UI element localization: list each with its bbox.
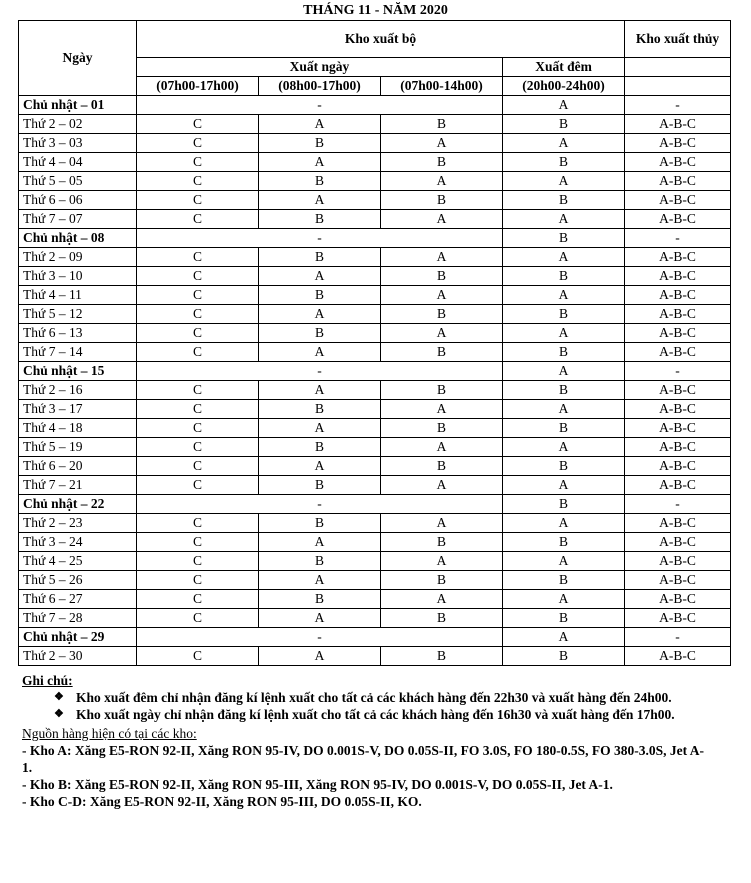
xuat-dem-cell: B bbox=[503, 381, 625, 400]
kho-cell-2: A bbox=[259, 191, 381, 210]
kho-cell-3: B bbox=[381, 343, 503, 362]
day-cell: Thứ 4 – 25 bbox=[19, 552, 137, 571]
kho-cell-3: A bbox=[381, 552, 503, 571]
xuat-dem-cell: B bbox=[503, 647, 625, 666]
closed-cell: - bbox=[137, 495, 503, 514]
kho-cell-2: B bbox=[259, 210, 381, 229]
xuat-dem-cell: B bbox=[503, 457, 625, 476]
kho-cell-3: B bbox=[381, 115, 503, 134]
kho-cell-1: C bbox=[137, 324, 259, 343]
kho-cell-3: A bbox=[381, 324, 503, 343]
day-cell: Thứ 5 – 26 bbox=[19, 571, 137, 590]
note-text: Kho xuất đêm chỉ nhận đăng kí lệnh xuất cho tất cả các khách hàng đến 22h30 và xuất hàng đến 24h00. bbox=[76, 690, 672, 705]
day-cell: Thứ 5 – 12 bbox=[19, 305, 137, 324]
xuat-thuy-cell: A-B-C bbox=[625, 343, 731, 362]
day-cell: Thứ 3 – 17 bbox=[19, 400, 137, 419]
sunday-row bbox=[19, 362, 731, 381]
kho-cell-2: A bbox=[259, 343, 381, 362]
kho-cell-2: B bbox=[259, 552, 381, 571]
day-cell: Thứ 7 – 28 bbox=[19, 609, 137, 628]
xuat-thuy-cell: A-B-C bbox=[625, 267, 731, 286]
kho-cell-1: C bbox=[137, 647, 259, 666]
kho-cell-1: C bbox=[137, 115, 259, 134]
day-cell: Thứ 4 – 11 bbox=[19, 286, 137, 305]
xuat-dem-cell: A bbox=[503, 248, 625, 267]
kho-cell-3: A bbox=[381, 286, 503, 305]
header-kho-xuat-bo: Kho xuất bộ bbox=[137, 21, 625, 58]
kho-cell-1: C bbox=[137, 267, 259, 286]
table-row bbox=[19, 286, 731, 305]
kho-cell-1: C bbox=[137, 210, 259, 229]
table-row bbox=[19, 324, 731, 343]
xuat-dem-cell: A bbox=[503, 628, 625, 647]
xuat-dem-cell: A bbox=[503, 438, 625, 457]
kho-cell-2: A bbox=[259, 381, 381, 400]
table-row bbox=[19, 533, 731, 552]
xuat-thuy-cell: A-B-C bbox=[625, 248, 731, 267]
day-cell: Thứ 4 – 04 bbox=[19, 153, 137, 172]
kho-cell-1: C bbox=[137, 457, 259, 476]
xuat-thuy-cell: - bbox=[625, 628, 731, 647]
table-row bbox=[19, 210, 731, 229]
notes-section bbox=[22, 672, 712, 810]
diamond-bullet-icon: ❖ bbox=[54, 708, 64, 720]
table-row bbox=[19, 438, 731, 457]
xuat-thuy-cell: A-B-C bbox=[625, 533, 731, 552]
kho-cell-1: C bbox=[137, 476, 259, 495]
day-cell: Thứ 6 – 13 bbox=[19, 324, 137, 343]
day-cell: Chủ nhật – 22 bbox=[19, 495, 137, 514]
xuat-dem-cell: A bbox=[503, 590, 625, 609]
day-cell: Thứ 3 – 03 bbox=[19, 134, 137, 153]
kho-cell-3: A bbox=[381, 476, 503, 495]
header-time-3: (07h00-14h00) bbox=[381, 77, 503, 96]
day-cell: Thứ 2 – 30 bbox=[19, 647, 137, 666]
kho-cell-1: C bbox=[137, 419, 259, 438]
xuat-dem-cell: A bbox=[503, 514, 625, 533]
xuat-dem-cell: A bbox=[503, 324, 625, 343]
xuat-thuy-cell: A-B-C bbox=[625, 191, 731, 210]
source-kho-cd: - Kho C-D: Xăng E5-RON 92-II, Xăng RON 95-III, DO 0.05S-II, KO. bbox=[22, 794, 422, 809]
kho-cell-2: B bbox=[259, 134, 381, 153]
kho-cell-3: A bbox=[381, 514, 503, 533]
source-kho-a: - Kho A: Xăng E5-RON 92-II, Xăng RON 95-IV, DO 0.001S-V, DO 0.05S-II, FO 3.0S, FO 180-0.5S, FO 380-3.0S, Jet A-1. bbox=[22, 743, 705, 775]
kho-cell-2: B bbox=[259, 324, 381, 343]
day-cell: Chủ nhật – 01 bbox=[19, 96, 137, 115]
xuat-dem-cell: A bbox=[503, 172, 625, 191]
day-cell: Thứ 2 – 16 bbox=[19, 381, 137, 400]
header-ngay: Ngày bbox=[19, 21, 137, 96]
xuat-thuy-cell: A-B-C bbox=[625, 552, 731, 571]
header-time-1: (07h00-17h00) bbox=[137, 77, 259, 96]
xuat-thuy-cell: - bbox=[625, 96, 731, 115]
kho-cell-1: C bbox=[137, 514, 259, 533]
kho-cell-1: C bbox=[137, 533, 259, 552]
xuat-thuy-cell: A-B-C bbox=[625, 210, 731, 229]
kho-cell-3: A bbox=[381, 438, 503, 457]
kho-cell-2: A bbox=[259, 305, 381, 324]
closed-cell: - bbox=[137, 628, 503, 647]
schedule-table bbox=[18, 20, 731, 666]
table-row bbox=[19, 400, 731, 419]
xuat-thuy-cell: A-B-C bbox=[625, 172, 731, 191]
table-row bbox=[19, 476, 731, 495]
day-cell: Thứ 3 – 24 bbox=[19, 533, 137, 552]
table-row bbox=[19, 647, 731, 666]
xuat-thuy-cell: A-B-C bbox=[625, 286, 731, 305]
xuat-thuy-cell: A-B-C bbox=[625, 419, 731, 438]
kho-cell-3: B bbox=[381, 305, 503, 324]
kho-cell-3: B bbox=[381, 457, 503, 476]
xuat-thuy-cell: A-B-C bbox=[625, 609, 731, 628]
note-item bbox=[22, 689, 712, 706]
kho-cell-1: C bbox=[137, 571, 259, 590]
table-row bbox=[19, 552, 731, 571]
xuat-thuy-cell: A-B-C bbox=[625, 457, 731, 476]
kho-cell-3: B bbox=[381, 381, 503, 400]
table-row bbox=[19, 419, 731, 438]
kho-cell-3: B bbox=[381, 267, 503, 286]
day-cell: Thứ 7 – 14 bbox=[19, 343, 137, 362]
kho-cell-3: B bbox=[381, 609, 503, 628]
day-cell: Thứ 2 – 23 bbox=[19, 514, 137, 533]
kho-cell-2: A bbox=[259, 609, 381, 628]
table-row bbox=[19, 305, 731, 324]
table-row bbox=[19, 267, 731, 286]
table-row bbox=[19, 571, 731, 590]
kho-cell-3: B bbox=[381, 533, 503, 552]
xuat-thuy-cell: A-B-C bbox=[625, 514, 731, 533]
xuat-thuy-cell: - bbox=[625, 362, 731, 381]
day-cell: Thứ 5 – 19 bbox=[19, 438, 137, 457]
table-row bbox=[19, 153, 731, 172]
table-row bbox=[19, 590, 731, 609]
xuat-dem-cell: B bbox=[503, 609, 625, 628]
xuat-thuy-cell: A-B-C bbox=[625, 647, 731, 666]
kho-cell-1: C bbox=[137, 552, 259, 571]
note-item bbox=[22, 706, 712, 723]
xuat-thuy-cell: A-B-C bbox=[625, 381, 731, 400]
xuat-dem-cell: B bbox=[503, 191, 625, 210]
xuat-dem-cell: A bbox=[503, 400, 625, 419]
xuat-dem-cell: B bbox=[503, 115, 625, 134]
xuat-dem-cell: B bbox=[503, 153, 625, 172]
kho-cell-2: B bbox=[259, 476, 381, 495]
xuat-thuy-cell: A-B-C bbox=[625, 324, 731, 343]
kho-cell-3: B bbox=[381, 153, 503, 172]
kho-cell-2: A bbox=[259, 533, 381, 552]
xuat-dem-cell: B bbox=[503, 305, 625, 324]
kho-cell-2: B bbox=[259, 286, 381, 305]
kho-cell-1: C bbox=[137, 438, 259, 457]
kho-cell-1: C bbox=[137, 343, 259, 362]
kho-cell-1: C bbox=[137, 590, 259, 609]
day-cell: Chủ nhật – 08 bbox=[19, 229, 137, 248]
note-text: Kho xuất ngày chỉ nhận đăng kí lệnh xuất cho tất cả các khách hàng đến 16h30 và xuất hàng đến 17h00. bbox=[76, 707, 675, 722]
day-cell: Chủ nhật – 29 bbox=[19, 628, 137, 647]
sunday-row bbox=[19, 495, 731, 514]
kho-cell-1: C bbox=[137, 191, 259, 210]
header-empty-2 bbox=[625, 77, 731, 96]
sources-label: Nguồn hàng hiện có tại các kho: bbox=[22, 726, 197, 741]
day-cell: Thứ 4 – 18 bbox=[19, 419, 137, 438]
kho-cell-2: B bbox=[259, 514, 381, 533]
xuat-thuy-cell: A-B-C bbox=[625, 305, 731, 324]
xuat-dem-cell: B bbox=[503, 343, 625, 362]
day-cell: Thứ 6 – 06 bbox=[19, 191, 137, 210]
xuat-dem-cell: B bbox=[503, 267, 625, 286]
diamond-bullet-icon: ❖ bbox=[54, 691, 64, 703]
day-cell: Thứ 7 – 07 bbox=[19, 210, 137, 229]
kho-cell-3: A bbox=[381, 248, 503, 267]
header-time-2: (08h00-17h00) bbox=[259, 77, 381, 96]
xuat-thuy-cell: A-B-C bbox=[625, 400, 731, 419]
header-empty bbox=[625, 58, 731, 77]
xuat-thuy-cell: A-B-C bbox=[625, 153, 731, 172]
table-row bbox=[19, 115, 731, 134]
kho-cell-2: B bbox=[259, 590, 381, 609]
sunday-row bbox=[19, 96, 731, 115]
day-cell: Thứ 2 – 02 bbox=[19, 115, 137, 134]
xuat-dem-cell: A bbox=[503, 476, 625, 495]
sunday-row bbox=[19, 628, 731, 647]
xuat-dem-cell: A bbox=[503, 134, 625, 153]
xuat-dem-cell: B bbox=[503, 419, 625, 438]
day-cell: Thứ 5 – 05 bbox=[19, 172, 137, 191]
day-cell: Thứ 6 – 27 bbox=[19, 590, 137, 609]
kho-cell-2: A bbox=[259, 647, 381, 666]
header-xuat-dem: Xuất đêm bbox=[503, 58, 625, 77]
kho-cell-3: B bbox=[381, 419, 503, 438]
header-time-4: (20h00-24h00) bbox=[503, 77, 625, 96]
xuat-dem-cell: A bbox=[503, 362, 625, 381]
page-title: THÁNG 11 - NĂM 2020 bbox=[303, 3, 448, 18]
kho-cell-1: C bbox=[137, 609, 259, 628]
xuat-dem-cell: B bbox=[503, 229, 625, 248]
kho-cell-3: B bbox=[381, 191, 503, 210]
day-cell: Thứ 3 – 10 bbox=[19, 267, 137, 286]
xuat-thuy-cell: A-B-C bbox=[625, 571, 731, 590]
table-row bbox=[19, 609, 731, 628]
kho-cell-2: B bbox=[259, 172, 381, 191]
table-row bbox=[19, 457, 731, 476]
kho-cell-1: C bbox=[137, 172, 259, 191]
kho-cell-1: C bbox=[137, 286, 259, 305]
header-xuat-ngay: Xuất ngày bbox=[137, 58, 503, 77]
xuat-dem-cell: B bbox=[503, 495, 625, 514]
kho-cell-3: A bbox=[381, 400, 503, 419]
xuat-dem-cell: A bbox=[503, 210, 625, 229]
kho-cell-2: B bbox=[259, 438, 381, 457]
xuat-thuy-cell: A-B-C bbox=[625, 590, 731, 609]
kho-cell-2: A bbox=[259, 457, 381, 476]
closed-cell: - bbox=[137, 96, 503, 115]
xuat-thuy-cell: - bbox=[625, 229, 731, 248]
xuat-thuy-cell: A-B-C bbox=[625, 115, 731, 134]
day-cell: Chủ nhật – 15 bbox=[19, 362, 137, 381]
kho-cell-1: C bbox=[137, 134, 259, 153]
table-row bbox=[19, 381, 731, 400]
kho-cell-3: A bbox=[381, 210, 503, 229]
kho-cell-1: C bbox=[137, 248, 259, 267]
closed-cell: - bbox=[137, 362, 503, 381]
kho-cell-2: A bbox=[259, 419, 381, 438]
table-row bbox=[19, 172, 731, 191]
kho-cell-2: A bbox=[259, 115, 381, 134]
xuat-thuy-cell: - bbox=[625, 495, 731, 514]
xuat-thuy-cell: A-B-C bbox=[625, 476, 731, 495]
xuat-thuy-cell: A-B-C bbox=[625, 134, 731, 153]
kho-cell-2: A bbox=[259, 153, 381, 172]
kho-cell-3: B bbox=[381, 647, 503, 666]
xuat-dem-cell: A bbox=[503, 96, 625, 115]
day-cell: Thứ 7 – 21 bbox=[19, 476, 137, 495]
header-kho-xuat-thuy: Kho xuất thủy bbox=[625, 21, 731, 58]
kho-cell-3: A bbox=[381, 172, 503, 191]
closed-cell: - bbox=[137, 229, 503, 248]
kho-cell-3: A bbox=[381, 590, 503, 609]
kho-cell-2: B bbox=[259, 248, 381, 267]
xuat-dem-cell: A bbox=[503, 552, 625, 571]
table-row bbox=[19, 514, 731, 533]
day-cell: Thứ 2 – 09 bbox=[19, 248, 137, 267]
kho-cell-1: C bbox=[137, 381, 259, 400]
kho-cell-3: A bbox=[381, 134, 503, 153]
schedule-body bbox=[19, 96, 731, 666]
day-cell: Thứ 6 – 20 bbox=[19, 457, 137, 476]
table-row bbox=[19, 191, 731, 210]
kho-cell-2: B bbox=[259, 400, 381, 419]
xuat-dem-cell: B bbox=[503, 533, 625, 552]
table-row bbox=[19, 343, 731, 362]
kho-cell-1: C bbox=[137, 400, 259, 419]
notes-label: Ghi chú: bbox=[22, 673, 73, 688]
kho-cell-1: C bbox=[137, 305, 259, 324]
table-row bbox=[19, 134, 731, 153]
kho-cell-2: A bbox=[259, 571, 381, 590]
xuat-dem-cell: A bbox=[503, 286, 625, 305]
kho-cell-3: B bbox=[381, 571, 503, 590]
sunday-row bbox=[19, 229, 731, 248]
kho-cell-1: C bbox=[137, 153, 259, 172]
kho-cell-2: A bbox=[259, 267, 381, 286]
xuat-thuy-cell: A-B-C bbox=[625, 438, 731, 457]
source-kho-b: - Kho B: Xăng E5-RON 92-II, Xăng RON 95-III, Xăng RON 95-IV, DO 0.001S-V, DO 0.05S-II, Jet A-1. bbox=[22, 777, 613, 792]
table-row bbox=[19, 248, 731, 267]
xuat-dem-cell: B bbox=[503, 571, 625, 590]
